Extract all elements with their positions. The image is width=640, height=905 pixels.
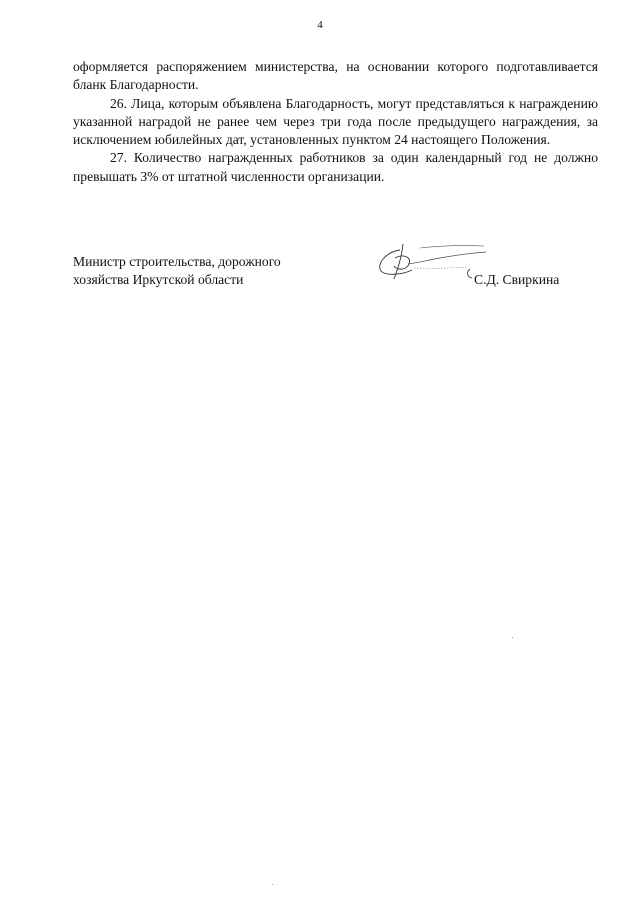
scan-speck bbox=[272, 884, 273, 885]
signatory-name: С.Д. Свиркина bbox=[474, 272, 560, 287]
paragraph-26: 26. Лица, которым объявлена Благодарность, могут представляться к награждению указанной наградой не ранее чем через три года после предыдущего награждения, за исключением юбилейных дат, установленных пунктом 24 настоящего Положения. bbox=[73, 95, 598, 148]
paragraph-continuation: оформляется распоряжением министерства, на основании которого подготавливается бланк Благодарности. bbox=[73, 59, 598, 93]
page-number: 4 bbox=[317, 19, 323, 31]
scan-speck bbox=[512, 637, 513, 638]
signatory-title-line-2: хозяйства Иркутской области bbox=[73, 272, 244, 288]
document-body bbox=[73, 58, 598, 186]
signatory-title-line-1: Министр строительства, дорожного bbox=[73, 254, 281, 269]
paragraph-27: 27. Количество награжденных работников за один календарный год не должно превышать 3% от штатной численности организации. bbox=[73, 150, 598, 184]
